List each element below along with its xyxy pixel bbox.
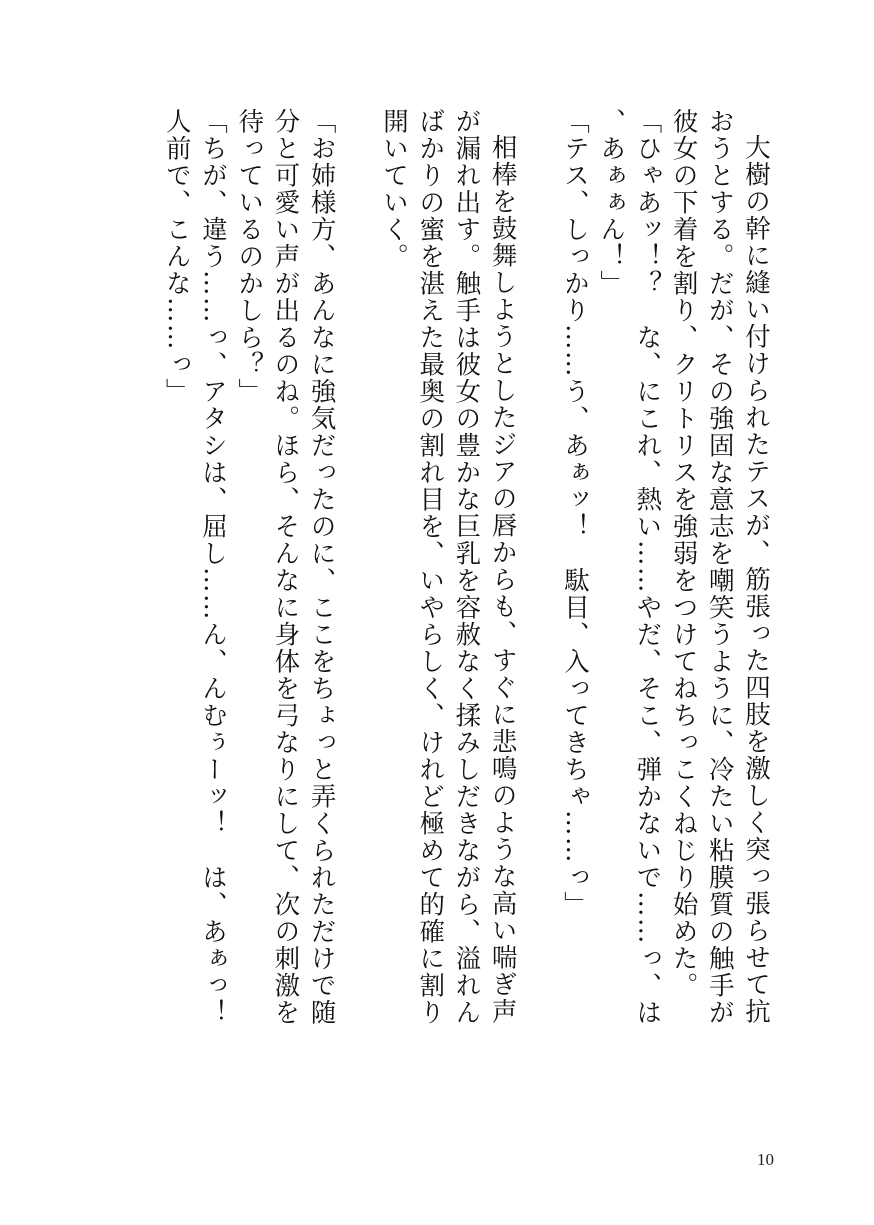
paragraph-break — [521, 108, 557, 1043]
page-number: 10 — [757, 1150, 774, 1169]
dialogue-tes-denial: 「ちが、違う……っ、アタシは、屈し……ん、んむぅーッ！ は、あぁっ！人前で、こんな……っ」 — [161, 108, 228, 1026]
paragraph-break — [340, 108, 376, 1043]
vertical-text-body — [159, 108, 774, 1043]
paragraph-jia-moan: 相棒を鼓舞しようとしたジアの唇からも、すぐに悲鳴のような高い喘ぎ声が漏れ出す。触手は彼女の豊かな巨乳を容赦なく揉みしだきながら、溢れんばかりの蜜を湛えた最奥の割れ目を、いやらしく、けれど極めて的確に割り開いていく。 — [378, 108, 518, 1026]
dialogue-jia-call: 「テス、しっかり……う、あぁッ！ 駄目、入ってきちゃ……っ」 — [559, 108, 590, 918]
dialogue-taunt: 「お姉様方、あんなに強気だったのに、ここをちょっと弄くられただけで随分と可愛い声が出るのね。ほら、そんなに身体を弓なりにして、次の刺激を待っているのかしら？」 — [234, 108, 337, 1026]
paragraph-tes-struggle: 大樹の幹に縫い付けられたテスが、筋張った四肢を激しく突っ張らせて抗おうとする。だが、その強固な意志を嘲笑うように、冷たい粘膜質の触手が彼女の下着を割り、クリトリスを強弱をつけてねちっこくねじり始めた。 — [668, 108, 771, 1026]
dialogue-tes-cry: 「ひゃあッ！？ な、にこれ、熱い……やだ、そこ、弾かないで……っ、は、あぁぁん！」 — [596, 108, 663, 1026]
